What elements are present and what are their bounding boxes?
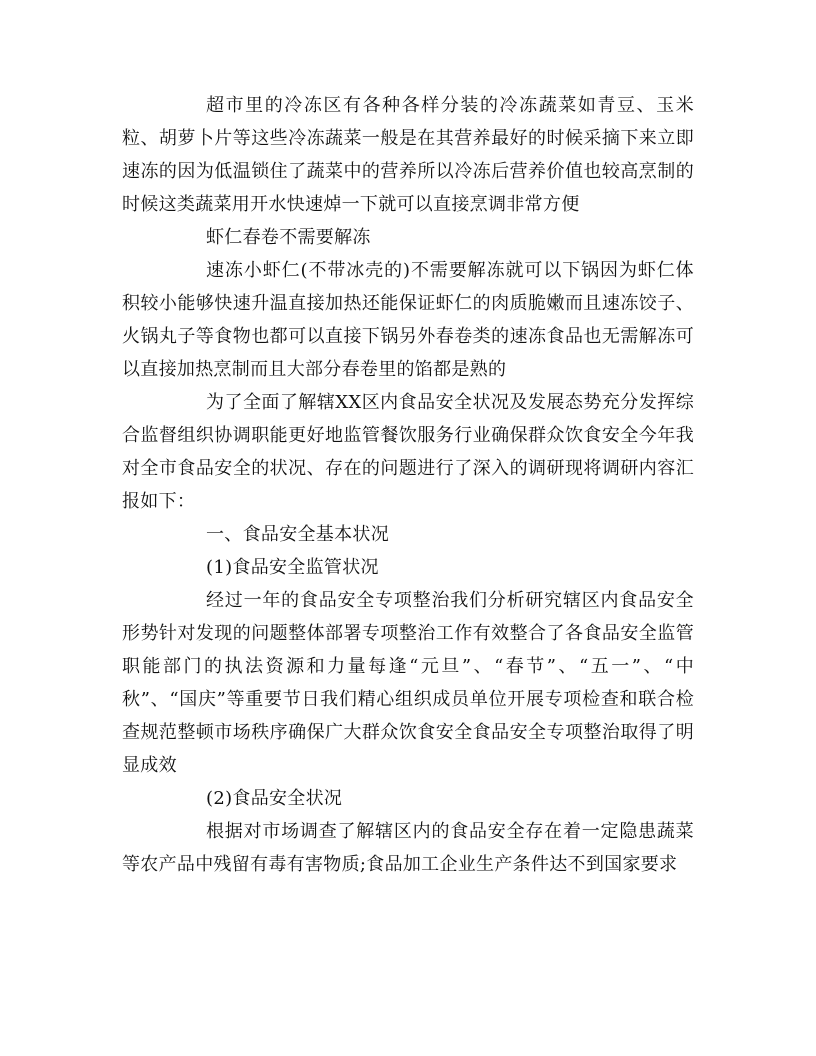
heading-safety-status: (2)食品安全状况 [206, 788, 343, 809]
paragraph-survey-intro: 为了全面了解辖XX区内食品安全状况及发展态势充分发挥综合监督组织协调职能更好地监管餐饮服务行业确保群众饮食安全今年我对全市食品安全的状况、存在的问题进行了深入的调研现将调研内容汇报如下： [122, 392, 694, 512]
document-body [122, 89, 694, 881]
heading-section-one: 一、食品安全基本状况 [206, 524, 389, 545]
paragraph-safety-detail: 根据对市场调查了解辖区内的食品安全存在着一定隐患蔬菜等农产品中残留有毒有害物质;食品加工企业生产条件达不到国家要求 [122, 821, 694, 875]
paragraph-supervision-detail: 经过一年的食品安全专项整治我们分析研究辖区内食品安全形势针对发现的问题整体部署专项整治工作有效整合了各食品安全监管职能部门的执法资源和力量每逢“元旦”、“春节”、“五一”、“中秋”、“国庆”等重要节日我们精心组织成员单位开展专项检查和联合检查规范整顿市场秩序确保广大群众饮食安全食品安全专项整治取得了明显成效 [122, 590, 694, 776]
paragraph-frozen-vegetables: 超市里的冷冻区有各种各样分装的冷冻蔬菜如青豆、玉米粒、胡萝卜片等这些冷冻蔬菜一般是在其营养最好的时候采摘下来立即速冻的因为低温锁住了蔬菜中的营养所以冷冻后营养价值也较高烹制的时候这类蔬菜用开水快速焯一下就可以直接烹调非常方便 [122, 95, 694, 215]
heading-shrimp-spring-rolls: 虾仁春卷不需要解冻 [206, 227, 371, 248]
paragraph-frozen-shrimp: 速冻小虾仁(不带冰壳的)不需要解冻就可以下锅因为虾仁体积较小能够快速升温直接加热还能保证虾仁的肉质脆嫩而且速冻饺子、火锅丸子等食物也都可以直接下锅另外春卷类的速冻食品也无需解冻可以直接加热烹制而且大部分春卷里的馅都是熟的 [122, 260, 694, 380]
heading-supervision-status: (1)食品安全监管状况 [206, 557, 379, 578]
